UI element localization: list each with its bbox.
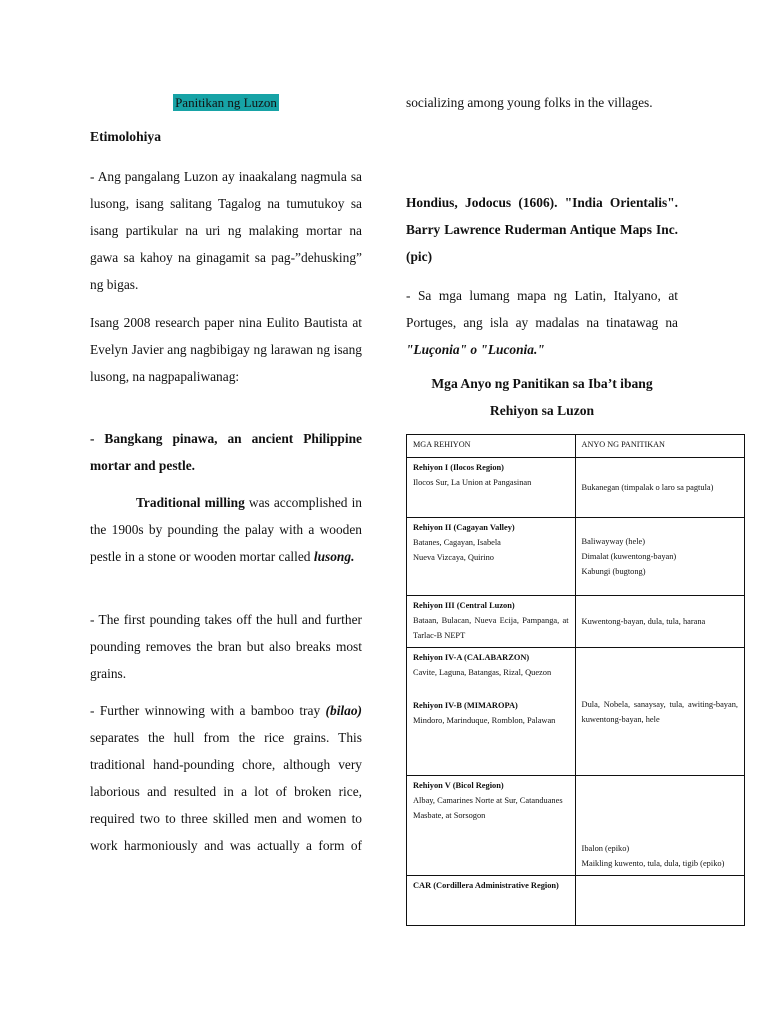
col-header-regions: MGA REHIYON: [407, 435, 576, 458]
paragraph-luzon-origin: - Ang pangalang Luzon ay inaakalang nagmula sa lusong, isang salitang Tagalog na tumutukoy sa isang partikular na uri ng malaking mortar na gawa sa kahoy na ginagamit sa pag-”dehusking” ng bigas.: [90, 169, 362, 292]
forms-cell: [575, 596, 744, 648]
table-row: [407, 458, 745, 518]
forms-cell: [575, 648, 744, 776]
region-name: Rehiyon IV-A (CALABARZON): [413, 653, 530, 662]
forms-text: Ibalon (epiko): [581, 844, 630, 853]
document-title-wrap: [90, 94, 362, 112]
table-heading-line1: Mga Anyo ng Panitikan sa Iba’t ibang: [431, 376, 653, 391]
region-places: Masbate, at Sorsogon: [413, 811, 486, 820]
forms-text: Kuwentong-bayan, dula, tula, harana: [581, 617, 706, 626]
table-row: [407, 648, 745, 776]
table-header-row: [407, 435, 745, 458]
winnowing-text-a: - Further winnowing with a bamboo tray: [90, 703, 326, 718]
region-name: CAR (Cordillera Administrative Region): [413, 881, 559, 890]
reference-hondius: Hondius, Jodocus (1606). "India Orientalis". Barry Lawrence Ruderman Antique Maps Inc. (pic): [406, 195, 678, 264]
region-name: Rehiyon II (Cagayan Valley): [413, 523, 515, 532]
luconia-term: "Luçonia" o "Luconia.": [406, 342, 545, 357]
regions-literature-table: [406, 434, 745, 926]
spacer: [413, 680, 569, 698]
region-name: Rehiyon IV-B (MIMAROPA): [413, 701, 518, 710]
bilao-term: (bilao): [325, 703, 362, 718]
region-places: Nueva Vizcaya, Quirino: [413, 553, 494, 562]
document-title: Panitikan ng Luzon: [175, 95, 277, 110]
paragraph-research-paper: Isang 2008 research paper nina Eulito Bautista at Evelyn Javier ang nagbibigay ng larawan ng isang lusong, na nagpapaliwanag:: [90, 315, 362, 384]
region-cell: [407, 648, 576, 776]
paragraph-winnowing: [90, 697, 362, 859]
region-cell: [407, 596, 576, 648]
region-places: Bataan, Bulacan, Nueva Ecija, Pampanga, at Tarlac-B NEPT: [413, 616, 569, 640]
region-places: Mindoro, Marinduque, Romblon, Palawan: [413, 716, 556, 725]
forms-text: Kabungi (bugtong): [581, 567, 646, 576]
forms-text: Dimalat (kuwentong-bayan): [581, 552, 677, 561]
paragraph-old-maps: [406, 282, 678, 363]
table-row: [407, 876, 745, 926]
col-header-forms: ANYO NG PANITIKAN: [575, 435, 744, 458]
old-maps-text: - Sa mga lumang mapa ng Latin, Italyano, at Portuges, ang isla ay madalas na tinatawag na: [406, 288, 678, 330]
table-row: [407, 596, 745, 648]
region-cell: [407, 876, 576, 926]
etymology-heading: Etimolohiya: [90, 129, 161, 144]
region-places: Albay, Camarines Norte at Sur, Catanduanes: [413, 796, 563, 805]
forms-cell: [575, 518, 744, 596]
region-name: Rehiyon III (Central Luzon): [413, 601, 515, 610]
forms-cell: [575, 876, 744, 926]
forms-text: Bukanegan (timpalak o laro sa pagtula): [581, 483, 714, 492]
region-places: Cavite, Laguna, Batangas, Rizal, Quezon: [413, 668, 552, 677]
traditional-milling-term: Traditional milling: [136, 495, 245, 510]
table-row: [407, 776, 745, 876]
region-cell: [407, 458, 576, 518]
region-cell: [407, 518, 576, 596]
forms-text: Dula, Nobela, sanaysay, tula, awiting-bayan, kuwentong-bayan, hele: [581, 699, 738, 724]
winnowing-text-b: separates the hull from the rice grains. This traditional hand-pounding chore, although very laborious and resulted in a lot of broken rice, required two to three skilled men and women to work harmoniously and was actually a form of: [90, 730, 362, 853]
region-name: Rehiyon I (Ilocos Region): [413, 463, 504, 472]
lusong-term: lusong.: [313, 549, 355, 564]
paragraph-traditional-milling: [90, 489, 362, 570]
traditional-milling-text: was accomplished in the 1900s by pounding the palay with a wooden pestle in a stone or wooden mortar called: [90, 495, 362, 564]
region-places: Ilocos Sur, La Union at Pangasinan: [413, 478, 532, 487]
forms-text: Baliwayway (hele): [581, 537, 646, 546]
paragraph-socializing: socializing among young folks in the villages.: [406, 95, 653, 110]
forms-text: Maikling kuwento, tula, dula, tigib (epiko): [581, 859, 725, 868]
table-heading-line2: Rehiyon sa Luzon: [489, 403, 595, 418]
forms-cell: [575, 458, 744, 518]
region-name: Rehiyon V (Bicol Region): [413, 781, 504, 790]
forms-cell: [575, 776, 744, 876]
paragraph-bangkang-pinawa: - Bangkang pinawa, an ancient Philippine mortar and pestle.: [90, 431, 362, 473]
paragraph-first-pounding: - The first pounding takes off the hull and further pounding removes the bran but also breaks most grains.: [90, 612, 362, 681]
region-cell: [407, 776, 576, 876]
region-places: Batanes, Cagayan, Isabela: [413, 538, 501, 547]
table-row: [407, 518, 745, 596]
